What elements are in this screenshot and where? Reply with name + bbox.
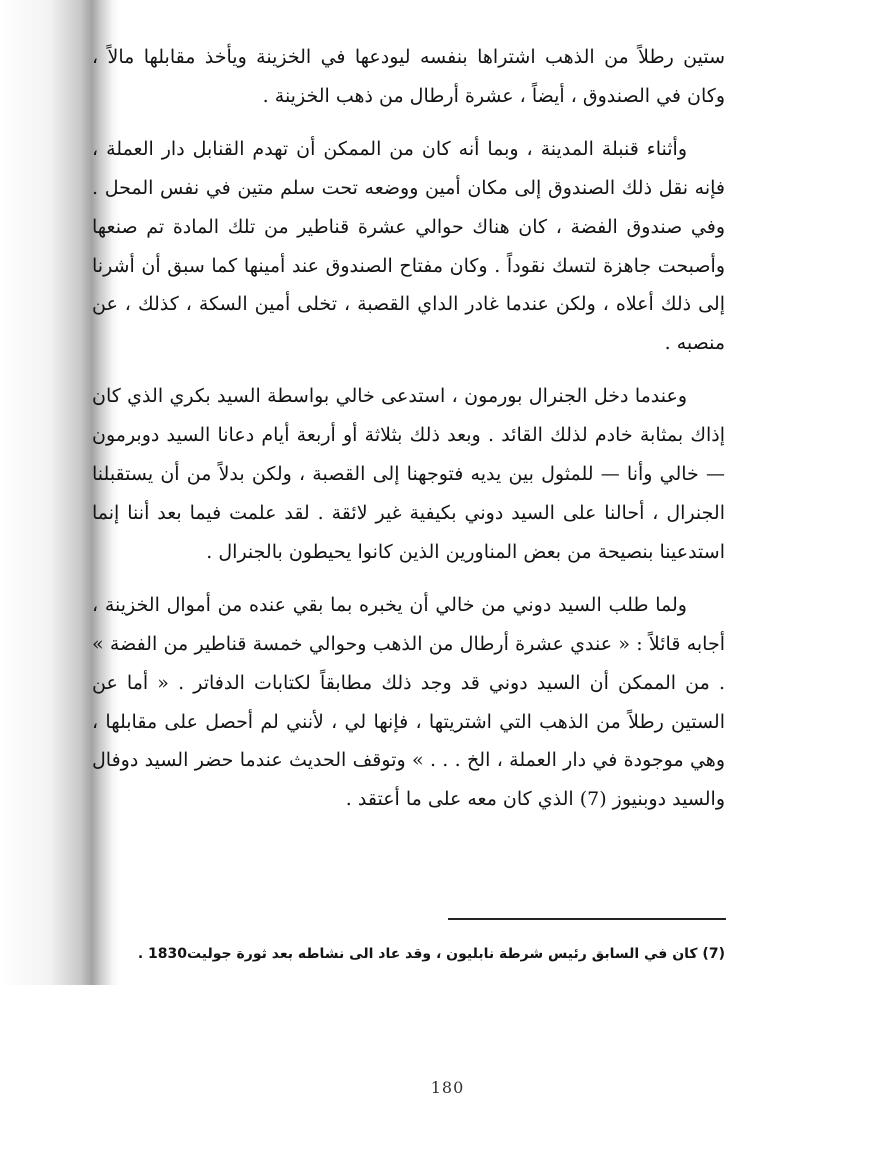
paragraph-4: ولما طلب السيد دوني من خالي أن يخبره بما بقي عنده من أموال الخزينة ، أجابه قائلاً : « عندي عشرة أرطال من الذهب وحوالي خمسة قناطير من الفضة » . من الممكن أن السيد دوني قد وجد ذلك مطابقاً لكتابات الدفاتر . « أما عن الستين رطلاً من الذهب التي اشتريتها ، فإنها لي ، لأنني لم أحصل على مقابلها ، وهي موجودة في دار العملة ، الخ . . . » وتوقف الحديث عندما حضر السيد دوفال والسيد دوبنيوز (7) الذي كان معه على ما أعتقد . bbox=[92, 593, 725, 811]
paragraph-3: وعندما دخل الجنرال بورمون ، استدعى خالي بواسطة السيد بكري الذي كان إذاك بمثابة خادم لذلك القائد . وبعد ذلك بثلاثة أو أربعة أيام دعانا السيد دوبرمون — خالي وأنا — للمثول بين يديه فتوجهنا إلى القصبة ، ولكن بدلاً من أن يستقبلنا الجنرال ، أحالنا على السيد دوني بكيفية غير لائقة . لقد علمت فيما بعد أننا إنما استدعينا بنصيحة من بعض المناورين الذين كانوا يحيطون بالجنرال . bbox=[92, 385, 725, 563]
paragraph-1: ستين رطلاً من الذهب اشتراها بنفسه ليودعها في الخزينة ويأخذ مقابلها مالاً ، وكان في الصندوق ، أيضاً ، عشرة أرطال من ذهب الخزينة . bbox=[92, 46, 725, 107]
body-text bbox=[92, 38, 725, 833]
page-number: 180 bbox=[430, 1078, 465, 1097]
footnote: (7) كان في السابق رئيس شرطة نابليون ، وقد عاد الى نشاطه بعد ثورة جوليت1830 . bbox=[137, 946, 725, 962]
footnote-divider bbox=[448, 918, 726, 920]
paragraph-2: وأثناء قنبلة المدينة ، وبما أنه كان من الممكن أن تهدم القنابل دار العملة ، فإنه نقل ذلك الصندوق إلى مكان أمين ووضعه تحت سلم متين في نفس المحل . وفي صندوق الفضة ، كان هناك حوالي عشرة قناطير من تلك المادة تم صنعها وأصبحت جاهزة لتسك نقوداً . وكان مفتاح الصندوق عند أمينها كما سبق أن أشرنا إلى ذلك أعلاه ، ولكن عندما غادر الداي القصبة ، تخلى أمين السكة ، كذلك ، عن منصبه . bbox=[92, 137, 725, 355]
